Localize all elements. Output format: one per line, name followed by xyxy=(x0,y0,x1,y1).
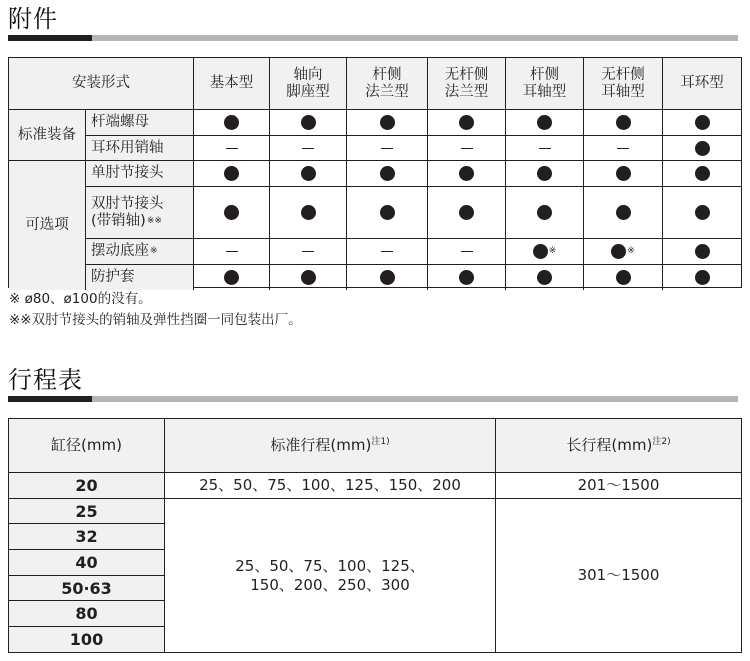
mark-cell-2-2 xyxy=(347,161,428,187)
mark-cell-1-3 xyxy=(428,136,506,161)
dash-icon xyxy=(302,148,314,149)
mark-cell-2-0 xyxy=(194,161,270,187)
mark-cell-0-3 xyxy=(428,110,506,136)
bore-80: 80 xyxy=(9,601,165,627)
standard-stroke-20: 25、50、75、100、125、150、200 xyxy=(165,473,496,499)
accessory-note-2: ※※双肘节接头的销轴及弹性挡圈一同包装出厂。 xyxy=(9,312,302,328)
mark-cell-0-2 xyxy=(347,110,428,136)
filled-dot-icon xyxy=(459,115,474,130)
filled-dot-icon xyxy=(459,205,474,220)
bore-40: 40 xyxy=(9,550,165,576)
mark-cell-3-4 xyxy=(506,187,584,239)
mark-cell-5-4 xyxy=(506,265,584,290)
filled-dot-icon xyxy=(616,205,631,220)
row-label-4: 摆动底座 ※ xyxy=(86,239,194,265)
filled-dot-icon xyxy=(695,141,710,156)
mark-cell-5-6 xyxy=(663,265,741,290)
bore-50-63: 50·63 xyxy=(9,576,165,601)
header-head-flange: 无杆侧 法兰型 xyxy=(428,58,506,110)
filled-dot-icon xyxy=(224,166,239,181)
filled-dot-icon xyxy=(224,205,239,220)
accessory-section-title: 附件 xyxy=(8,5,58,33)
group-options: 可选项 xyxy=(9,161,86,290)
mark-cell-0-0 xyxy=(194,110,270,136)
header-rod-trunnion: 杆侧 耳轴型 xyxy=(506,58,584,110)
header-clevis: 耳环型 xyxy=(663,58,741,110)
mark-cell-4-3 xyxy=(428,239,506,265)
header-mount-type: 安装形式 xyxy=(9,58,194,110)
bore-25: 25 xyxy=(9,499,165,524)
mark-cell-0-6 xyxy=(663,110,741,136)
mark-cell-2-4 xyxy=(506,161,584,187)
header-basic: 基本型 xyxy=(194,58,270,110)
filled-dot-icon xyxy=(616,166,631,181)
mark-cell-3-1 xyxy=(270,187,347,239)
filled-dot-icon xyxy=(459,270,474,285)
filled-dot-icon xyxy=(695,166,710,181)
row-label-3: 双肘节接头 (带销轴)※※ xyxy=(86,187,194,239)
filled-dot-icon xyxy=(301,115,316,130)
mark-cell-1-1 xyxy=(270,136,347,161)
bore-32: 32 xyxy=(9,524,165,550)
dash-icon xyxy=(226,251,238,252)
filled-dot-icon xyxy=(537,166,552,181)
mark-cell-3-2 xyxy=(347,187,428,239)
filled-dot-icon xyxy=(537,115,552,130)
row-label-5: 防护套 xyxy=(86,265,194,290)
row-label-0: 杆端螺母 xyxy=(86,110,194,136)
header-rod-flange: 杆侧 法兰型 xyxy=(347,58,428,110)
mark-cell-4-4: ※ xyxy=(506,239,584,265)
mark-cell-2-5 xyxy=(584,161,663,187)
filled-dot-icon xyxy=(459,166,474,181)
mark-cell-2-3 xyxy=(428,161,506,187)
mark-cell-1-4 xyxy=(506,136,584,161)
filled-dot-icon xyxy=(695,205,710,220)
filled-dot-icon xyxy=(695,115,710,130)
accessory-note-1: ※ ø80、ø100的没有。 xyxy=(9,291,152,307)
stroke-header-bore: 缸径(mm) xyxy=(9,419,165,473)
mark-cell-3-5 xyxy=(584,187,663,239)
filled-dot-icon xyxy=(301,270,316,285)
mark-cell-0-5 xyxy=(584,110,663,136)
filled-dot-icon xyxy=(695,270,710,285)
filled-dot-icon xyxy=(301,205,316,220)
filled-dot-icon xyxy=(616,270,631,285)
mark-cell-1-0 xyxy=(194,136,270,161)
filled-dot-icon xyxy=(611,244,626,259)
header-head-trunnion: 无杆侧 耳轴型 xyxy=(584,58,663,110)
mark-cell-1-2 xyxy=(347,136,428,161)
mark-cell-4-5: ※ xyxy=(584,239,663,265)
dash-icon xyxy=(381,148,393,149)
mark-cell-2-1 xyxy=(270,161,347,187)
dash-icon xyxy=(381,251,393,252)
filled-dot-icon xyxy=(301,166,316,181)
long-stroke-20: 201～1500 xyxy=(496,473,741,499)
bore-20: 20 xyxy=(9,473,165,499)
stroke-section-title: 行程表 xyxy=(8,366,83,394)
accessory-title-bar xyxy=(8,35,738,41)
header-axial-foot: 轴向 脚座型 xyxy=(270,58,347,110)
filled-dot-icon xyxy=(537,205,552,220)
dash-icon xyxy=(617,148,629,149)
mark-cell-5-0 xyxy=(194,265,270,290)
filled-dot-icon xyxy=(537,270,552,285)
mark-cell-1-5 xyxy=(584,136,663,161)
dash-icon xyxy=(461,148,473,149)
row-label-1: 耳环用销轴 xyxy=(86,136,194,161)
filled-dot-icon xyxy=(695,244,710,259)
filled-dot-icon xyxy=(616,115,631,130)
stroke-title-bar xyxy=(8,396,738,402)
mark-cell-0-4 xyxy=(506,110,584,136)
mark-cell-5-5 xyxy=(584,265,663,290)
mark-cell-4-6 xyxy=(663,239,741,265)
mark-cell-5-3 xyxy=(428,265,506,290)
stroke-header-standard: 标准行程(mm)$^{注1)}$ xyxy=(165,419,496,473)
mark-cell-5-2 xyxy=(347,265,428,290)
filled-dot-icon xyxy=(224,115,239,130)
dash-icon xyxy=(539,148,551,149)
bore-100: 100 xyxy=(9,627,165,652)
filled-dot-icon xyxy=(380,205,395,220)
filled-dot-icon xyxy=(380,115,395,130)
mark-cell-3-3 xyxy=(428,187,506,239)
row-label-2: 单肘节接头 xyxy=(86,161,194,187)
stroke-header-long: 长行程(mm)$^{注2)}$ xyxy=(496,419,741,473)
mark-cell-4-2 xyxy=(347,239,428,265)
mark-cell-3-0 xyxy=(194,187,270,239)
filled-dot-icon xyxy=(380,270,395,285)
mark-cell-3-6 xyxy=(663,187,741,239)
filled-dot-icon xyxy=(533,244,548,259)
mark-cell-5-1 xyxy=(270,265,347,290)
mark-cell-0-1 xyxy=(270,110,347,136)
dash-icon xyxy=(302,251,314,252)
mark-cell-1-6 xyxy=(663,136,741,161)
standard-stroke-rest: 25、50、75、100、125、 150、200、250、300 xyxy=(165,499,496,652)
filled-dot-icon xyxy=(380,166,395,181)
mark-cell-2-6 xyxy=(663,161,741,187)
group-standard: 标准装备 xyxy=(9,110,86,161)
long-stroke-rest: 301～1500 xyxy=(577,566,660,584)
mark-cell-4-1 xyxy=(270,239,347,265)
mark-cell-4-0 xyxy=(194,239,270,265)
dash-icon xyxy=(226,148,238,149)
filled-dot-icon xyxy=(224,270,239,285)
dash-icon xyxy=(461,251,473,252)
